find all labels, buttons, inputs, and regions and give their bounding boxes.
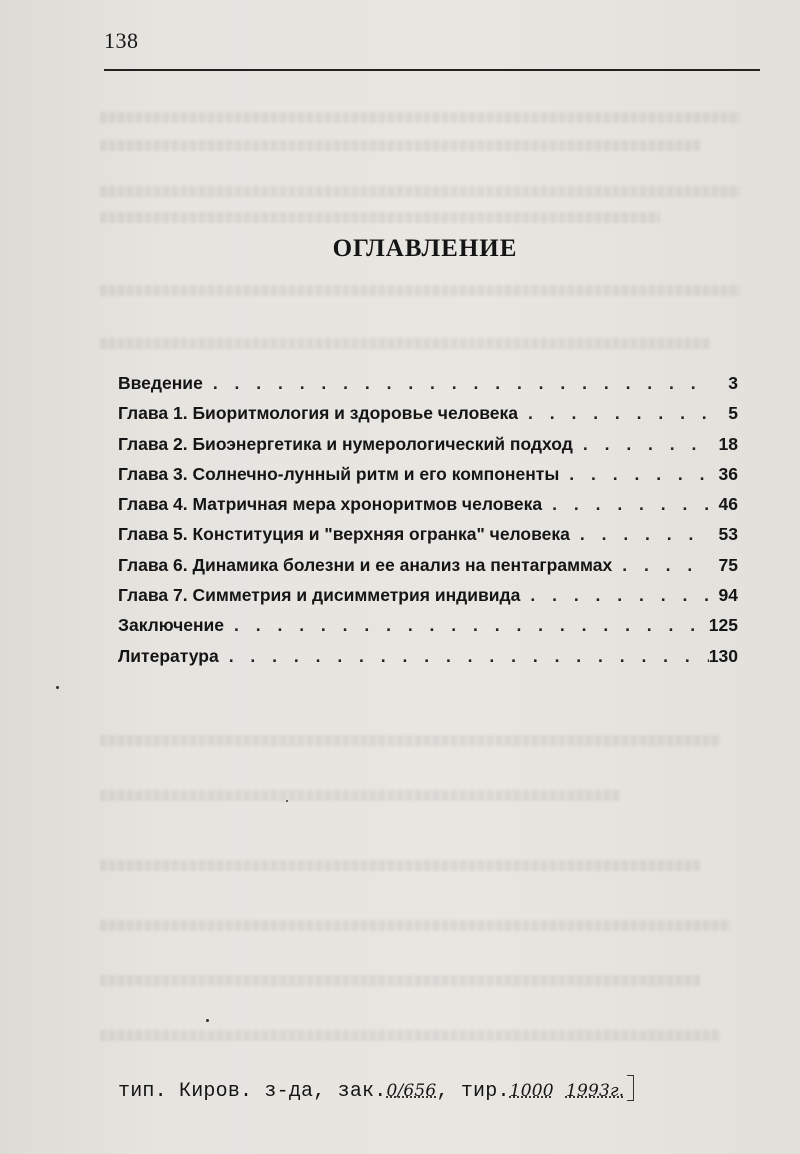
stamp-bracket [627, 1075, 634, 1101]
toc-entry-page: 125 [708, 615, 738, 636]
table-of-contents [118, 373, 738, 676]
toc-entry-title: Литература [118, 645, 219, 666]
printing-imprint [118, 1075, 634, 1103]
contents-heading: ОГЛАВЛЕНИЕ [332, 235, 518, 262]
dot-leader [542, 494, 710, 515]
toc-entry [118, 615, 738, 645]
bleed-through [100, 735, 720, 746]
toc-entry-page: 36 [718, 463, 738, 484]
toc-entry-page: 18 [718, 433, 738, 454]
dot-leader [224, 615, 709, 636]
toc-entry-page: 5 [728, 403, 738, 424]
toc-entry-page: 75 [718, 554, 738, 575]
bleed-through [100, 285, 740, 296]
dot-leader [570, 524, 710, 545]
bleed-through [100, 860, 700, 871]
toc-entry [118, 464, 738, 494]
circulation-handwritten: 1000 [509, 1081, 554, 1101]
toc-entry [118, 524, 738, 554]
ink-speck [56, 686, 59, 689]
toc-entry-page: 46 [718, 494, 738, 515]
imprint-separator: , тир. [436, 1080, 510, 1103]
toc-entry-title: Заключение [118, 615, 225, 636]
dot-leader [219, 646, 709, 667]
bleed-through [100, 212, 660, 223]
toc-entry-title: Глава 4. Матричная мера хроноритмов человека [118, 494, 543, 515]
toc-entry [118, 555, 738, 585]
bleed-through [100, 112, 740, 123]
toc-entry-title: Глава 5. Конституция и "верхняя огранка" человека [118, 524, 570, 545]
toc-entry-title: Глава 3. Солнечно-лунный ритм и его компоненты [118, 463, 560, 484]
dot-leader [518, 403, 710, 424]
bleed-through [100, 975, 700, 986]
bleed-through [100, 186, 740, 197]
imprint-printed-text: тип. Киров. з-да, зак. [118, 1080, 387, 1103]
toc-entry-page: 94 [718, 585, 738, 606]
toc-entry-page: 130 [708, 645, 738, 666]
header-rule [104, 69, 760, 71]
ink-speck [286, 800, 288, 802]
bleed-through [100, 338, 710, 349]
toc-entry-title: Глава 6. Динамика болезни и ее анализ на пентаграммах [118, 554, 613, 575]
year-handwritten: 1993г. [565, 1081, 625, 1101]
toc-entry [118, 403, 738, 433]
dot-leader [203, 373, 710, 394]
toc-entry-title: Глава 2. Биоэнергетика и нумерологический подход [118, 433, 573, 454]
dot-leader [520, 585, 710, 606]
dot-leader [573, 434, 710, 455]
toc-entry-title: Введение [118, 373, 203, 393]
order-number-handwritten: 0/656 [386, 1081, 437, 1101]
toc-entry-title: Глава 1. Биоритмология и здоровье человека [118, 403, 519, 424]
toc-entry [118, 646, 738, 676]
toc-entry-title: Глава 7. Симметрия и дисимметрия индивида [118, 585, 521, 606]
toc-entry [118, 494, 738, 524]
toc-entry [118, 585, 738, 615]
ink-speck [206, 1019, 209, 1022]
dot-leader [559, 464, 710, 485]
bleed-through [100, 920, 730, 931]
toc-entry [118, 373, 738, 403]
bleed-through [100, 1030, 720, 1041]
toc-entry-page: 53 [718, 524, 738, 545]
toc-entry-page: 3 [728, 373, 738, 393]
bleed-through [100, 140, 700, 151]
page-number: 138 [104, 28, 139, 53]
toc-entry [118, 434, 738, 464]
bleed-through [100, 790, 620, 801]
dot-leader [612, 555, 710, 576]
